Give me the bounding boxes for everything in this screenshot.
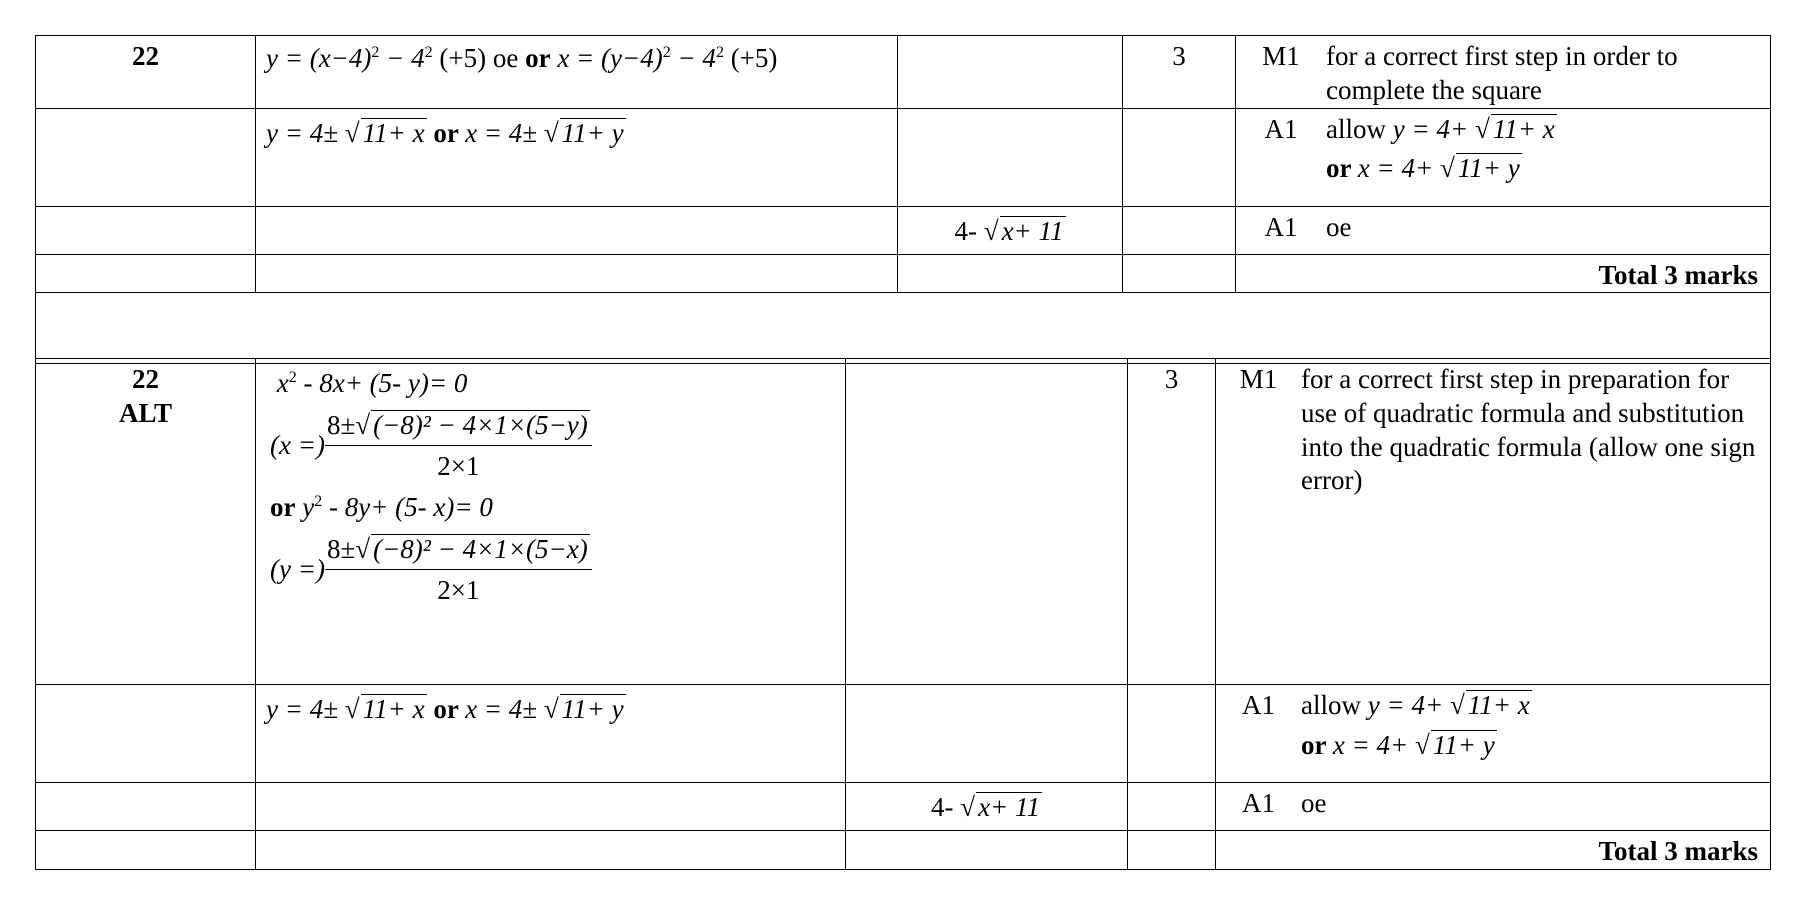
- table-row: [36, 685, 1771, 783]
- mark-notes-cell: [1216, 685, 1771, 783]
- spacer-row: [36, 293, 1771, 364]
- table-row: [36, 831, 1771, 870]
- question-number: 22: [36, 36, 256, 109]
- total-marks: Total 3 marks: [1216, 831, 1771, 870]
- table-row: [36, 254, 1771, 293]
- answer-cell: [898, 36, 1123, 109]
- answer-cell: 4- √ x+ 11: [898, 206, 1123, 254]
- mark-note: oe: [1301, 788, 1327, 818]
- answer-cell: 4- √ x+ 11: [846, 783, 1128, 831]
- working-cell: y = 4± √ 11+ x or x = 4± √ 11+ y: [256, 685, 846, 783]
- table-row: [36, 783, 1771, 831]
- mark-scheme-table-q22-alt: [35, 358, 1771, 870]
- table-row: [36, 206, 1771, 254]
- table-row: [36, 108, 1771, 206]
- mark-code: M1: [1239, 364, 1278, 394]
- mark-notes-cell: [1236, 206, 1771, 254]
- mark-notes-cell: [1236, 36, 1771, 109]
- mark-notes-cell: [1216, 783, 1771, 831]
- mark-code: A1: [1264, 113, 1298, 144]
- mark-code: A1: [1264, 211, 1298, 242]
- working-cell: y = 4± √ 11+ x or x = 4± √ 11+ y: [256, 108, 898, 206]
- mark-code: A1: [1242, 788, 1275, 818]
- mark-notes-cell: [1236, 108, 1771, 206]
- mark-note: oe: [1326, 211, 1352, 242]
- table-row: [36, 36, 1771, 109]
- working-cell: $x^2 - 8x+ (5-$ y)= 0 (x =) $\frac{\text{8±√ (−8)² − 4×1×(5−y)}}{2\times 1}$ or $y^2 - 8y+ (5-$ x)= 0 (y =) $\frac{\text{8±√ (−8)² − 4×1×(5−x)}}{2\times 1}$: [256, 359, 846, 685]
- table-row: [36, 359, 1771, 685]
- mark-scheme-table-q22: [35, 35, 1771, 364]
- total-marks: Total 3 marks: [1236, 254, 1771, 293]
- mark-note: allow y = 4+ √ 11+ x or x = 4+ √ 11+ y: [1301, 690, 1530, 760]
- mark-notes-cell: [1216, 359, 1771, 685]
- question-number: 22 ALT: [36, 359, 256, 685]
- mark-note: allow y = 4+ √ 11+ x or x = 4+ √ 11+ y: [1326, 113, 1555, 184]
- answer-cell: [846, 359, 1128, 685]
- mark-code: A1: [1242, 690, 1275, 720]
- working-cell: $y = (x-4)^2 - 4^2$ (+5) oe or $x = (y-4)^2 - 4^2$ (+5): [256, 36, 898, 109]
- marks-cell: 3: [1128, 359, 1216, 685]
- mark-note: for a correct first step in order to complete the square: [1326, 41, 1678, 105]
- mark-note: for a correct first step in preparation for use of quadratic formula and substitution into the quadratic formula (allow one sign error): [1301, 364, 1756, 496]
- mark-code: M1: [1262, 41, 1300, 71]
- marks-cell: 3: [1123, 36, 1236, 109]
